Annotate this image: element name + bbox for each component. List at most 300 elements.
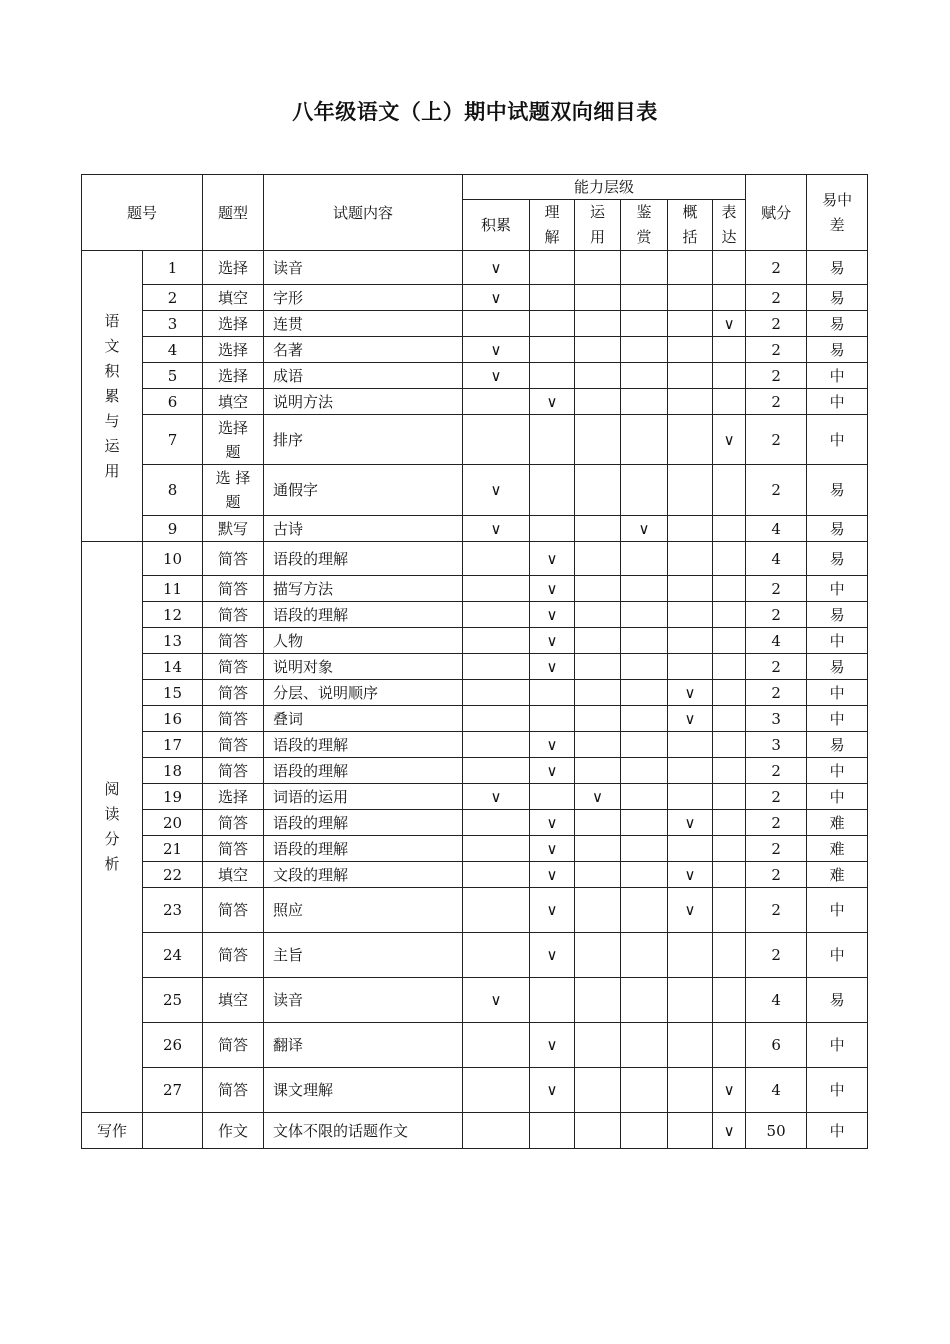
cell-level-0 <box>463 888 530 933</box>
cell-difficulty: 易 <box>807 602 868 628</box>
cell-score: 50 <box>746 1113 807 1149</box>
table-row <box>82 862 868 888</box>
cell-score: 2 <box>746 311 807 337</box>
cell-level-2 <box>575 1068 621 1113</box>
cell-type: 简答 <box>203 888 264 933</box>
cell-no: 1 <box>143 251 203 285</box>
cell-content: 说明对象 <box>264 654 463 680</box>
cell-level-1 <box>530 465 575 516</box>
check-mark: ∨ <box>546 735 558 754</box>
table-row <box>82 810 868 836</box>
check-mark: ∨ <box>684 709 696 728</box>
cell-level-3 <box>621 311 668 337</box>
cell-level-4 <box>668 415 713 465</box>
cell-level-2 <box>575 311 621 337</box>
header-level-text: 理 <box>544 203 560 221</box>
cell-level-3 <box>621 706 668 732</box>
cell-difficulty: 难 <box>807 836 868 862</box>
cell-level-2 <box>575 784 621 810</box>
header-num: 题号 <box>82 175 203 251</box>
cell-score: 4 <box>746 1068 807 1113</box>
check-mark: ∨ <box>546 605 558 624</box>
cell-level-4 <box>668 251 713 285</box>
table-row <box>82 654 868 680</box>
header-score: 赋分 <box>746 175 807 251</box>
cell-level-0 <box>463 389 530 415</box>
check-mark: ∨ <box>723 430 735 449</box>
check-mark: ∨ <box>490 288 502 307</box>
cell-no: 26 <box>143 1023 203 1068</box>
cell-no: 8 <box>143 465 203 516</box>
cell-type: 选择 <box>203 784 264 810</box>
table-body <box>82 175 868 1149</box>
cell-level-2 <box>575 285 621 311</box>
cell-level-1 <box>530 311 575 337</box>
cell-level-1 <box>530 602 575 628</box>
cell-score: 2 <box>746 465 807 516</box>
cell-content: 人物 <box>264 628 463 654</box>
cell-content: 语段的理解 <box>264 602 463 628</box>
cell-level-5 <box>713 758 746 784</box>
cell-level-0 <box>463 415 530 465</box>
cell-content: 读音 <box>264 978 463 1023</box>
cell-level-5 <box>713 251 746 285</box>
cell-level-3 <box>621 628 668 654</box>
check-mark: ∨ <box>546 901 558 919</box>
cell-level-2 <box>575 602 621 628</box>
cell-level-4 <box>668 758 713 784</box>
cell-level-0 <box>463 251 530 285</box>
cell-level-1 <box>530 1113 575 1149</box>
cell-level-3 <box>621 576 668 602</box>
cell-level-3 <box>621 389 668 415</box>
cell-type: 作文 <box>203 1113 264 1149</box>
header-level-text: 鉴 <box>636 203 652 221</box>
cell-level-2 <box>575 888 621 933</box>
table-row <box>82 836 868 862</box>
cell-level-2 <box>575 810 621 836</box>
cell-level-1 <box>530 680 575 706</box>
cell-score: 2 <box>746 836 807 862</box>
cell-level-3 <box>621 337 668 363</box>
cell-level-2 <box>575 758 621 784</box>
table-row <box>82 732 868 758</box>
cell-level-3 <box>621 1023 668 1068</box>
cell-level-3 <box>621 516 668 542</box>
cell-difficulty: 中 <box>807 389 868 415</box>
cell-score: 3 <box>746 732 807 758</box>
cell-type: 简答 <box>203 602 264 628</box>
cell-level-2 <box>575 978 621 1023</box>
cell-type: 简答 <box>203 628 264 654</box>
cell-type: 选择 <box>203 251 264 285</box>
check-mark: ∨ <box>490 366 502 385</box>
check-mark: ∨ <box>546 1081 558 1099</box>
cell-level-5 <box>713 1113 746 1149</box>
cell-content: 语段的理解 <box>264 732 463 758</box>
cell-level-4 <box>668 1068 713 1113</box>
cell-difficulty: 中 <box>807 1068 868 1113</box>
cell-difficulty: 中 <box>807 1023 868 1068</box>
cell-level-1 <box>530 888 575 933</box>
cell-difficulty: 易 <box>807 516 868 542</box>
header-level-text: 积累 <box>481 215 512 234</box>
cell-level-5 <box>713 516 746 542</box>
cell-level-0 <box>463 516 530 542</box>
cell-no: 19 <box>143 784 203 810</box>
check-mark: ∨ <box>546 813 558 832</box>
cell-difficulty: 难 <box>807 810 868 836</box>
cell-level-0 <box>463 862 530 888</box>
cell-level-2 <box>575 516 621 542</box>
header-level-text: 概 <box>682 203 698 221</box>
cell-level-4 <box>668 784 713 810</box>
cell-no: 25 <box>143 978 203 1023</box>
cell-level-2 <box>575 542 621 576</box>
cell-level-3 <box>621 810 668 836</box>
table-row <box>82 602 868 628</box>
cell-score: 4 <box>746 516 807 542</box>
cell-level-0 <box>463 1023 530 1068</box>
cell-level-5 <box>713 680 746 706</box>
cell-level-3 <box>621 542 668 576</box>
cell-difficulty: 难 <box>807 862 868 888</box>
cell-level-0 <box>463 576 530 602</box>
cell-level-5 <box>713 888 746 933</box>
cell-level-0 <box>463 628 530 654</box>
cell-difficulty: 易 <box>807 337 868 363</box>
cell-level-5 <box>713 311 746 337</box>
cell-difficulty: 易 <box>807 251 868 285</box>
cell-level-1 <box>530 862 575 888</box>
check-mark: ∨ <box>684 683 696 702</box>
cell-level-5 <box>713 576 746 602</box>
cell-level-5 <box>713 810 746 836</box>
cell-content: 名著 <box>264 337 463 363</box>
cell-difficulty: 中 <box>807 363 868 389</box>
cell-score: 2 <box>746 784 807 810</box>
cell-type: 简答 <box>203 758 264 784</box>
cell-type: 选择 <box>203 311 264 337</box>
section-label-text: 语文积累与运用 <box>104 311 120 480</box>
cell-content: 读音 <box>264 251 463 285</box>
table-row <box>82 516 868 542</box>
cell-level-4 <box>668 1023 713 1068</box>
header-difficulty-label: 易中差 <box>822 190 853 234</box>
cell-type: 简答 <box>203 542 264 576</box>
section-label <box>82 251 143 542</box>
check-mark: ∨ <box>723 314 735 333</box>
cell-difficulty: 中 <box>807 415 868 465</box>
cell-difficulty: 中 <box>807 1113 868 1149</box>
cell-no: 24 <box>143 933 203 978</box>
cell-difficulty: 中 <box>807 628 868 654</box>
cell-level-1 <box>530 732 575 758</box>
cell-level-3 <box>621 732 668 758</box>
cell-level-4 <box>668 862 713 888</box>
cell-difficulty: 中 <box>807 758 868 784</box>
cell-no: 5 <box>143 363 203 389</box>
cell-content: 连贯 <box>264 311 463 337</box>
cell-content: 语段的理解 <box>264 758 463 784</box>
cell-type: 简答 <box>203 680 264 706</box>
cell-level-0 <box>463 602 530 628</box>
cell-level-1 <box>530 810 575 836</box>
cell-level-4 <box>668 337 713 363</box>
cell-level-4 <box>668 978 713 1023</box>
table-row <box>82 465 868 516</box>
cell-level-5 <box>713 1068 746 1113</box>
cell-score: 2 <box>746 285 807 311</box>
cell-difficulty: 易 <box>807 654 868 680</box>
cell-type: 简答 <box>203 706 264 732</box>
cell-level-0 <box>463 1068 530 1113</box>
cell-level-1 <box>530 758 575 784</box>
cell-no: 4 <box>143 337 203 363</box>
cell-level-4 <box>668 311 713 337</box>
cell-level-4 <box>668 836 713 862</box>
header-level-2 <box>575 200 621 251</box>
cell-level-0 <box>463 1113 530 1149</box>
cell-level-5 <box>713 654 746 680</box>
cell-level-4 <box>668 576 713 602</box>
cell-level-5 <box>713 862 746 888</box>
table-row <box>82 784 868 810</box>
cell-level-1 <box>530 1023 575 1068</box>
cell-level-3 <box>621 415 668 465</box>
header-level-text: 运 <box>590 203 606 221</box>
table-row <box>82 978 868 1023</box>
cell-content: 语段的理解 <box>264 542 463 576</box>
cell-type: 简答 <box>203 1023 264 1068</box>
cell-type: 简答 <box>203 810 264 836</box>
cell-no: 23 <box>143 888 203 933</box>
cell-difficulty: 易 <box>807 285 868 311</box>
cell-level-3 <box>621 285 668 311</box>
cell-level-3 <box>621 888 668 933</box>
cell-level-0 <box>463 680 530 706</box>
cell-content: 翻译 <box>264 1023 463 1068</box>
cell-level-1 <box>530 363 575 389</box>
cell-level-0 <box>463 784 530 810</box>
cell-no: 21 <box>143 836 203 862</box>
cell-content: 描写方法 <box>264 576 463 602</box>
cell-level-0 <box>463 706 530 732</box>
cell-level-2 <box>575 706 621 732</box>
cell-content: 字形 <box>264 285 463 311</box>
table-row <box>82 415 868 465</box>
cell-content: 语段的理解 <box>264 810 463 836</box>
cell-difficulty: 中 <box>807 576 868 602</box>
cell-level-1 <box>530 978 575 1023</box>
check-mark: ∨ <box>546 839 558 858</box>
cell-level-5 <box>713 389 746 415</box>
cell-level-4 <box>668 602 713 628</box>
table-row <box>82 1113 868 1149</box>
check-mark: ∨ <box>490 258 502 277</box>
cell-type: 选择 <box>203 337 264 363</box>
cell-level-1 <box>530 542 575 576</box>
cell-level-0 <box>463 465 530 516</box>
cell-content: 文段的理解 <box>264 862 463 888</box>
cell-level-4 <box>668 706 713 732</box>
cell-level-3 <box>621 933 668 978</box>
table-row <box>82 1023 868 1068</box>
cell-level-2 <box>575 576 621 602</box>
check-mark: ∨ <box>546 761 558 780</box>
check-mark: ∨ <box>684 901 696 919</box>
cell-content: 语段的理解 <box>264 836 463 862</box>
cell-score: 2 <box>746 576 807 602</box>
cell-level-4 <box>668 389 713 415</box>
cell-level-0 <box>463 933 530 978</box>
table-row <box>82 251 868 285</box>
cell-no: 20 <box>143 810 203 836</box>
table-row <box>82 576 868 602</box>
check-mark: ∨ <box>723 1121 735 1140</box>
cell-type: 简答 <box>203 576 264 602</box>
cell-level-1 <box>530 576 575 602</box>
cell-content: 古诗 <box>264 516 463 542</box>
cell-level-0 <box>463 337 530 363</box>
cell-content: 照应 <box>264 888 463 933</box>
cell-level-5 <box>713 706 746 732</box>
cell-level-3 <box>621 465 668 516</box>
cell-content: 课文理解 <box>264 1068 463 1113</box>
cell-difficulty: 中 <box>807 706 868 732</box>
check-mark: ∨ <box>490 991 502 1009</box>
table-row <box>82 888 868 933</box>
cell-type: 选择题 <box>203 415 264 465</box>
cell-level-2 <box>575 933 621 978</box>
cell-level-5 <box>713 285 746 311</box>
cell-level-5 <box>713 933 746 978</box>
table-row <box>82 363 868 389</box>
cell-score: 2 <box>746 337 807 363</box>
cell-score: 2 <box>746 862 807 888</box>
cell-level-0 <box>463 311 530 337</box>
cell-score: 2 <box>746 654 807 680</box>
cell-level-5 <box>713 784 746 810</box>
cell-level-4 <box>668 810 713 836</box>
cell-level-2 <box>575 337 621 363</box>
cell-level-3 <box>621 654 668 680</box>
cell-no: 12 <box>143 602 203 628</box>
cell-no: 16 <box>143 706 203 732</box>
cell-score: 2 <box>746 680 807 706</box>
cell-no: 7 <box>143 415 203 465</box>
cell-type: 填空 <box>203 862 264 888</box>
check-mark: ∨ <box>546 392 558 411</box>
cell-level-3 <box>621 978 668 1023</box>
cell-level-1 <box>530 337 575 363</box>
header-level-4 <box>668 200 713 251</box>
cell-content: 排序 <box>264 415 463 465</box>
table-row <box>82 933 868 978</box>
cell-level-2 <box>575 363 621 389</box>
cell-no: 14 <box>143 654 203 680</box>
cell-no: 18 <box>143 758 203 784</box>
table-row <box>82 311 868 337</box>
check-mark: ∨ <box>638 519 650 538</box>
check-mark: ∨ <box>546 549 558 568</box>
cell-score: 2 <box>746 933 807 978</box>
check-mark: ∨ <box>546 657 558 676</box>
table-row <box>82 1068 868 1113</box>
cell-no <box>143 1113 203 1149</box>
cell-type: 简答 <box>203 1068 264 1113</box>
check-mark: ∨ <box>490 787 502 806</box>
table-row <box>82 758 868 784</box>
cell-content: 文体不限的话题作文 <box>264 1113 463 1149</box>
check-mark: ∨ <box>546 579 558 598</box>
cell-score: 4 <box>746 978 807 1023</box>
cell-level-3 <box>621 602 668 628</box>
cell-level-2 <box>575 465 621 516</box>
cell-no: 10 <box>143 542 203 576</box>
cell-level-0 <box>463 654 530 680</box>
cell-level-4 <box>668 680 713 706</box>
check-mark: ∨ <box>490 481 502 499</box>
header-ability: 能力层级 <box>463 175 746 200</box>
header-level-1 <box>530 200 575 251</box>
cell-difficulty: 中 <box>807 784 868 810</box>
cell-level-0 <box>463 285 530 311</box>
cell-level-2 <box>575 628 621 654</box>
cell-no: 6 <box>143 389 203 415</box>
cell-level-2 <box>575 251 621 285</box>
cell-level-0 <box>463 758 530 784</box>
check-mark: ∨ <box>684 813 696 832</box>
cell-level-3 <box>621 836 668 862</box>
cell-score: 2 <box>746 602 807 628</box>
cell-score: 6 <box>746 1023 807 1068</box>
cell-difficulty: 易 <box>807 542 868 576</box>
table-row <box>82 285 868 311</box>
cell-level-5 <box>713 836 746 862</box>
cell-difficulty: 易 <box>807 732 868 758</box>
header-level-5 <box>713 200 746 251</box>
cell-level-1 <box>530 1068 575 1113</box>
cell-no: 2 <box>143 285 203 311</box>
cell-difficulty: 易 <box>807 465 868 516</box>
cell-level-0 <box>463 978 530 1023</box>
table-row <box>82 542 868 576</box>
cell-level-3 <box>621 1113 668 1149</box>
cell-type: 填空 <box>203 978 264 1023</box>
cell-score: 2 <box>746 888 807 933</box>
table-row <box>82 389 868 415</box>
cell-level-5 <box>713 337 746 363</box>
cell-level-4 <box>668 732 713 758</box>
cell-level-3 <box>621 251 668 285</box>
cell-no: 22 <box>143 862 203 888</box>
cell-level-3 <box>621 862 668 888</box>
cell-level-5 <box>713 1023 746 1068</box>
cell-content: 成语 <box>264 363 463 389</box>
cell-level-5 <box>713 628 746 654</box>
cell-level-4 <box>668 465 713 516</box>
cell-level-3 <box>621 363 668 389</box>
cell-level-2 <box>575 654 621 680</box>
cell-level-2 <box>575 415 621 465</box>
cell-no: 3 <box>143 311 203 337</box>
cell-level-1 <box>530 285 575 311</box>
cell-level-3 <box>621 784 668 810</box>
cell-level-1 <box>530 836 575 862</box>
cell-level-4 <box>668 628 713 654</box>
cell-level-2 <box>575 732 621 758</box>
